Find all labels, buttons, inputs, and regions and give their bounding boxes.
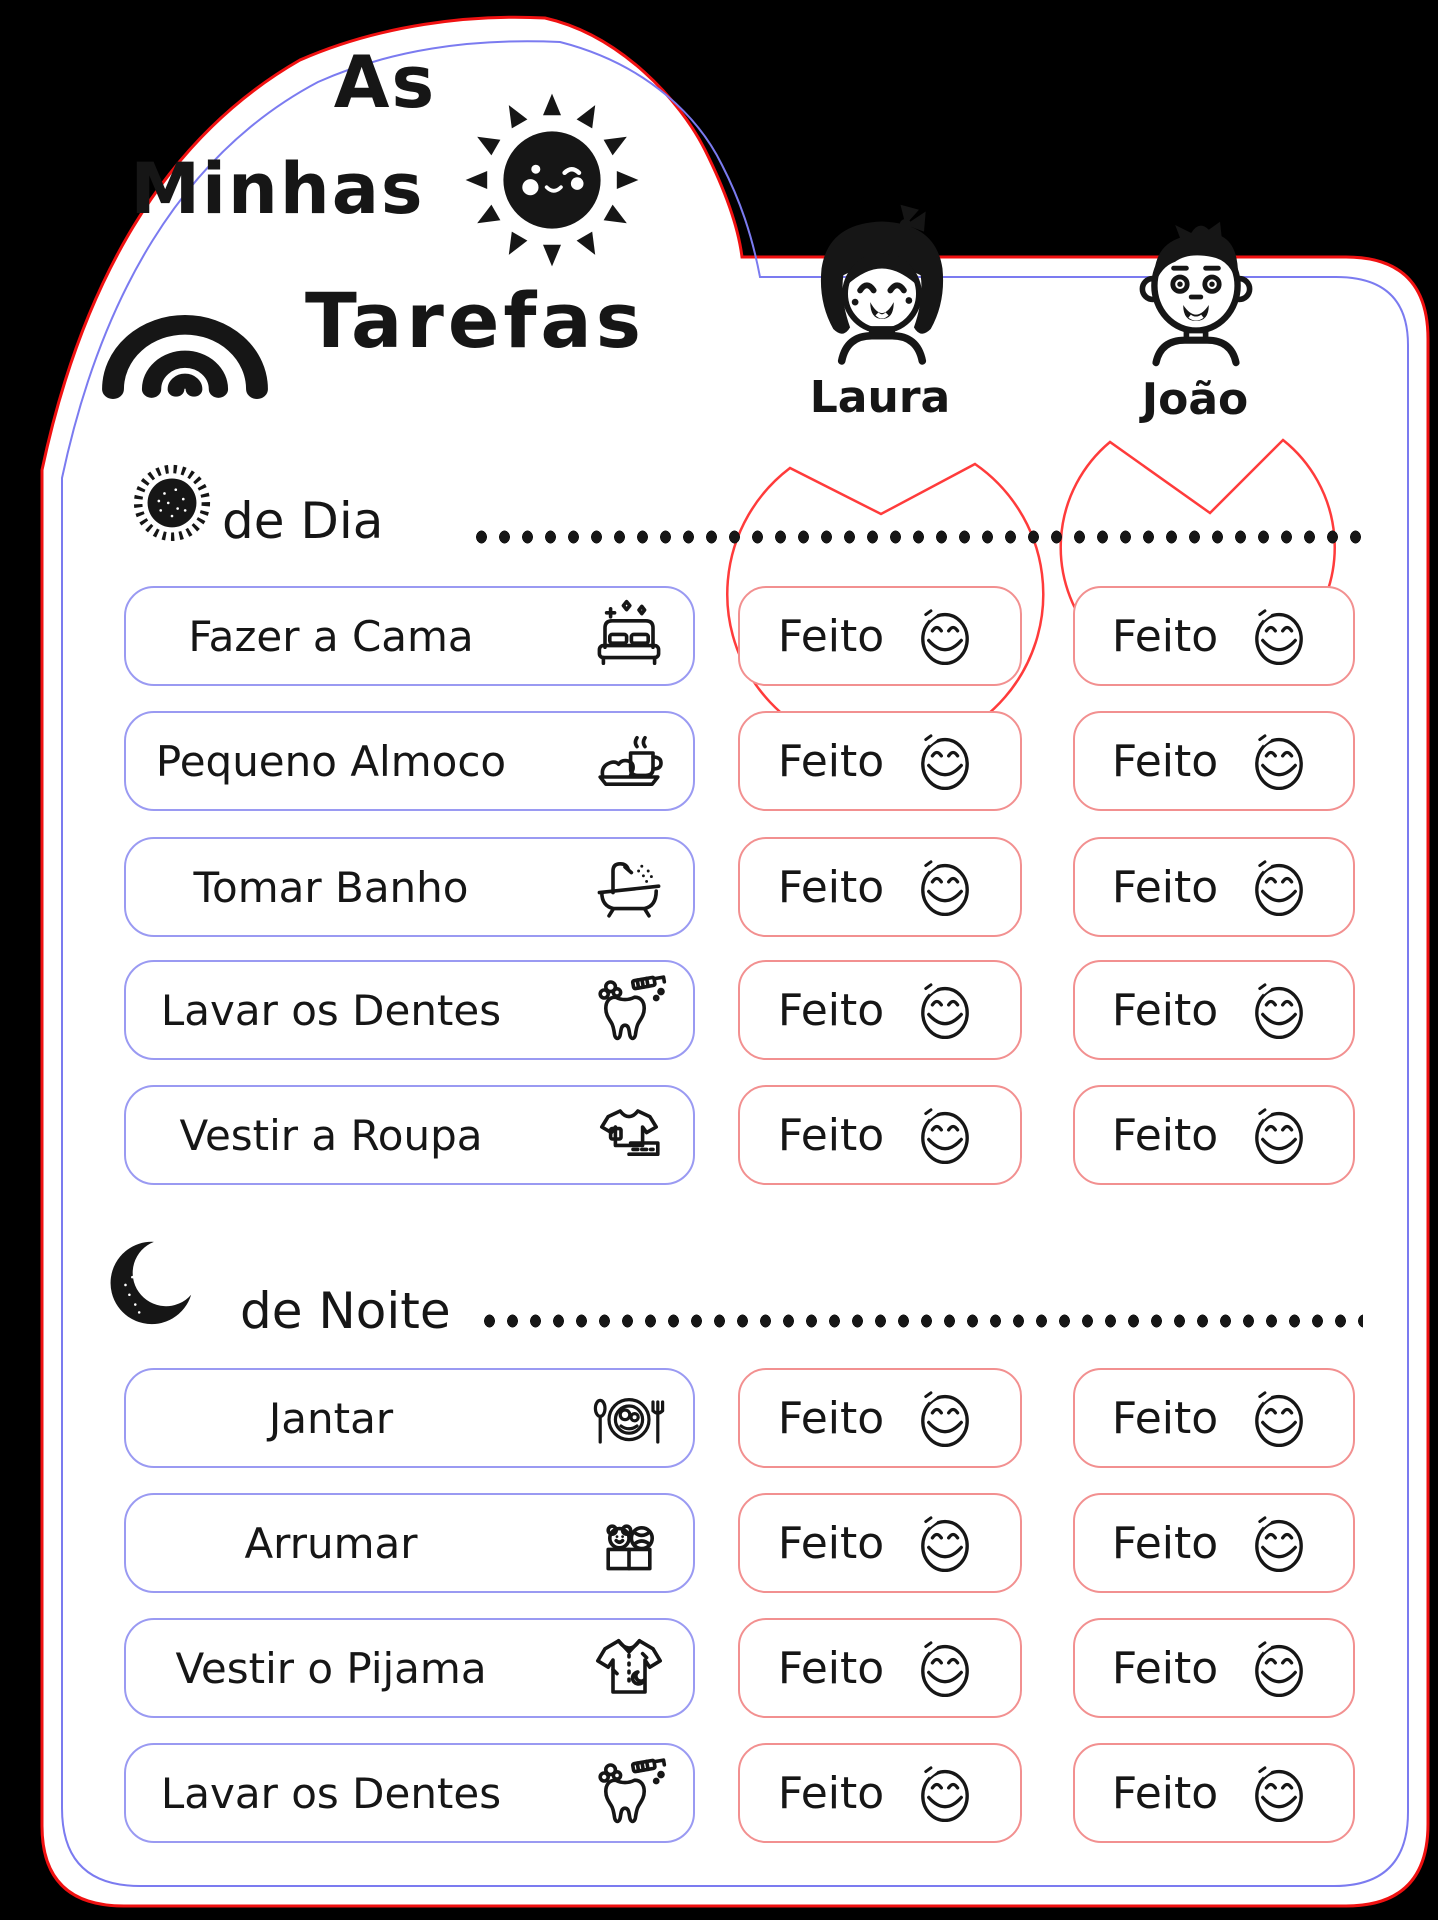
- dotted-leader-night: [478, 1307, 1363, 1335]
- task-label: Jantar: [268, 1393, 394, 1443]
- feito-label: Feito: [777, 861, 885, 913]
- title-line-2: Minhas: [130, 148, 425, 230]
- feito-button-joao[interactable]: [1073, 1368, 1355, 1468]
- smiley-icon: [908, 1756, 982, 1830]
- feito-label: Feito: [1111, 1109, 1219, 1161]
- feito-label: Feito: [1111, 735, 1219, 787]
- feito-button-joao[interactable]: [1073, 1493, 1355, 1593]
- feito-label: Feito: [777, 1517, 885, 1569]
- feito-button-laura[interactable]: [738, 1368, 1022, 1468]
- smiley-icon: [1242, 724, 1316, 798]
- girl-icon: [798, 196, 966, 368]
- section-label-night: de Noite: [240, 1282, 451, 1340]
- task-pill: [124, 960, 695, 1060]
- toybox-icon: [589, 1503, 669, 1583]
- task-label: Arrumar: [244, 1518, 418, 1568]
- smiley-icon: [1242, 599, 1316, 673]
- task-row-tomar-banho: [0, 837, 1438, 937]
- feito-label: Feito: [777, 1392, 885, 1444]
- feito-button-laura[interactable]: [738, 1493, 1022, 1593]
- title-line-1: As: [333, 40, 437, 124]
- smiley-icon: [1242, 850, 1316, 924]
- smiley-icon: [1242, 1631, 1316, 1705]
- child-name-joao: João: [1141, 374, 1249, 425]
- breakfast-icon: [589, 721, 669, 801]
- task-row-arrumar: [0, 1493, 1438, 1593]
- feito-button-laura[interactable]: [738, 1618, 1022, 1718]
- task-label: Fazer a Cama: [188, 611, 474, 661]
- feito-button-laura[interactable]: [738, 1085, 1022, 1185]
- dinner-icon: [589, 1378, 669, 1458]
- dotted-leader-day: [470, 523, 1363, 551]
- moon-icon: [100, 1234, 198, 1332]
- feito-label: Feito: [1111, 610, 1219, 662]
- smiley-icon: [908, 1506, 982, 1580]
- task-pill: [124, 1085, 695, 1185]
- smiley-icon: [908, 1381, 982, 1455]
- feito-label: Feito: [1111, 861, 1219, 913]
- smiley-icon: [908, 599, 982, 673]
- smiley-icon: [908, 724, 982, 798]
- smiley-icon: [1242, 1381, 1316, 1455]
- feito-label: Feito: [777, 1109, 885, 1161]
- smiley-icon: [1242, 1098, 1316, 1172]
- task-pill: [124, 586, 695, 686]
- task-row-fazer-a-cama: [0, 586, 1438, 686]
- feito-label: Feito: [777, 735, 885, 787]
- sun-icon: [462, 90, 642, 270]
- feito-label: Feito: [1111, 984, 1219, 1036]
- feito-button-joao[interactable]: [1073, 586, 1355, 686]
- smiley-icon: [908, 1098, 982, 1172]
- task-pill: [124, 837, 695, 937]
- feito-label: Feito: [777, 1642, 885, 1694]
- feito-label: Feito: [777, 1767, 885, 1819]
- task-pill: [124, 1618, 695, 1718]
- tooth-icon: [589, 970, 669, 1050]
- task-row-vestir-a-roupa: [0, 1085, 1438, 1185]
- smiley-icon: [908, 850, 982, 924]
- smiley-icon: [1242, 1756, 1316, 1830]
- task-label: Pequeno Almoco: [155, 736, 507, 786]
- tooth-icon: [589, 1753, 669, 1833]
- feito-label: Feito: [777, 610, 885, 662]
- feito-button-joao[interactable]: [1073, 1743, 1355, 1843]
- boy-icon: [1116, 208, 1276, 370]
- sun-stipple-icon: [125, 454, 219, 548]
- task-row-lavar-os-dentes-noite: [0, 1743, 1438, 1843]
- feito-button-joao[interactable]: [1073, 711, 1355, 811]
- feito-button-joao[interactable]: [1073, 960, 1355, 1060]
- task-row-pequeno-almoco: [0, 711, 1438, 811]
- task-pill: [124, 1743, 695, 1843]
- bed-icon: [589, 596, 669, 676]
- bath-icon: [589, 847, 669, 927]
- task-row-lavar-os-dentes-dia: [0, 960, 1438, 1060]
- rainbow-icon: [95, 288, 275, 403]
- smiley-icon: [908, 973, 982, 1047]
- task-pill: [124, 711, 695, 811]
- smiley-icon: [1242, 973, 1316, 1047]
- feito-button-joao[interactable]: [1073, 1618, 1355, 1718]
- task-label: Lavar os Dentes: [160, 1768, 502, 1818]
- feito-label: Feito: [777, 984, 885, 1036]
- smiley-icon: [908, 1631, 982, 1705]
- task-label: Vestir a Roupa: [179, 1110, 483, 1160]
- feito-label: Feito: [1111, 1642, 1219, 1694]
- task-pill: [124, 1493, 695, 1593]
- task-label: Vestir o Pijama: [175, 1643, 487, 1693]
- feito-label: Feito: [1111, 1517, 1219, 1569]
- section-label-day: de Dia: [222, 492, 384, 550]
- pajama-icon: [589, 1628, 669, 1708]
- task-label: Lavar os Dentes: [160, 985, 502, 1035]
- title-line-3: Tarefas: [305, 276, 645, 365]
- child-name-laura: Laura: [809, 372, 951, 423]
- feito-button-joao[interactable]: [1073, 1085, 1355, 1185]
- task-label: Tomar Banho: [193, 862, 469, 912]
- clothes-icon: [589, 1095, 669, 1175]
- feito-label: Feito: [1111, 1392, 1219, 1444]
- feito-button-laura[interactable]: [738, 586, 1022, 686]
- feito-label: Feito: [1111, 1767, 1219, 1819]
- feito-button-laura[interactable]: [738, 1743, 1022, 1843]
- task-pill: [124, 1368, 695, 1468]
- feito-button-laura[interactable]: [738, 960, 1022, 1060]
- feito-button-joao[interactable]: [1073, 837, 1355, 937]
- smiley-icon: [1242, 1506, 1316, 1580]
- feito-button-laura[interactable]: [738, 837, 1022, 937]
- task-row-jantar: [0, 1368, 1438, 1468]
- task-row-vestir-o-pijama: [0, 1618, 1438, 1718]
- feito-button-laura[interactable]: [738, 711, 1022, 811]
